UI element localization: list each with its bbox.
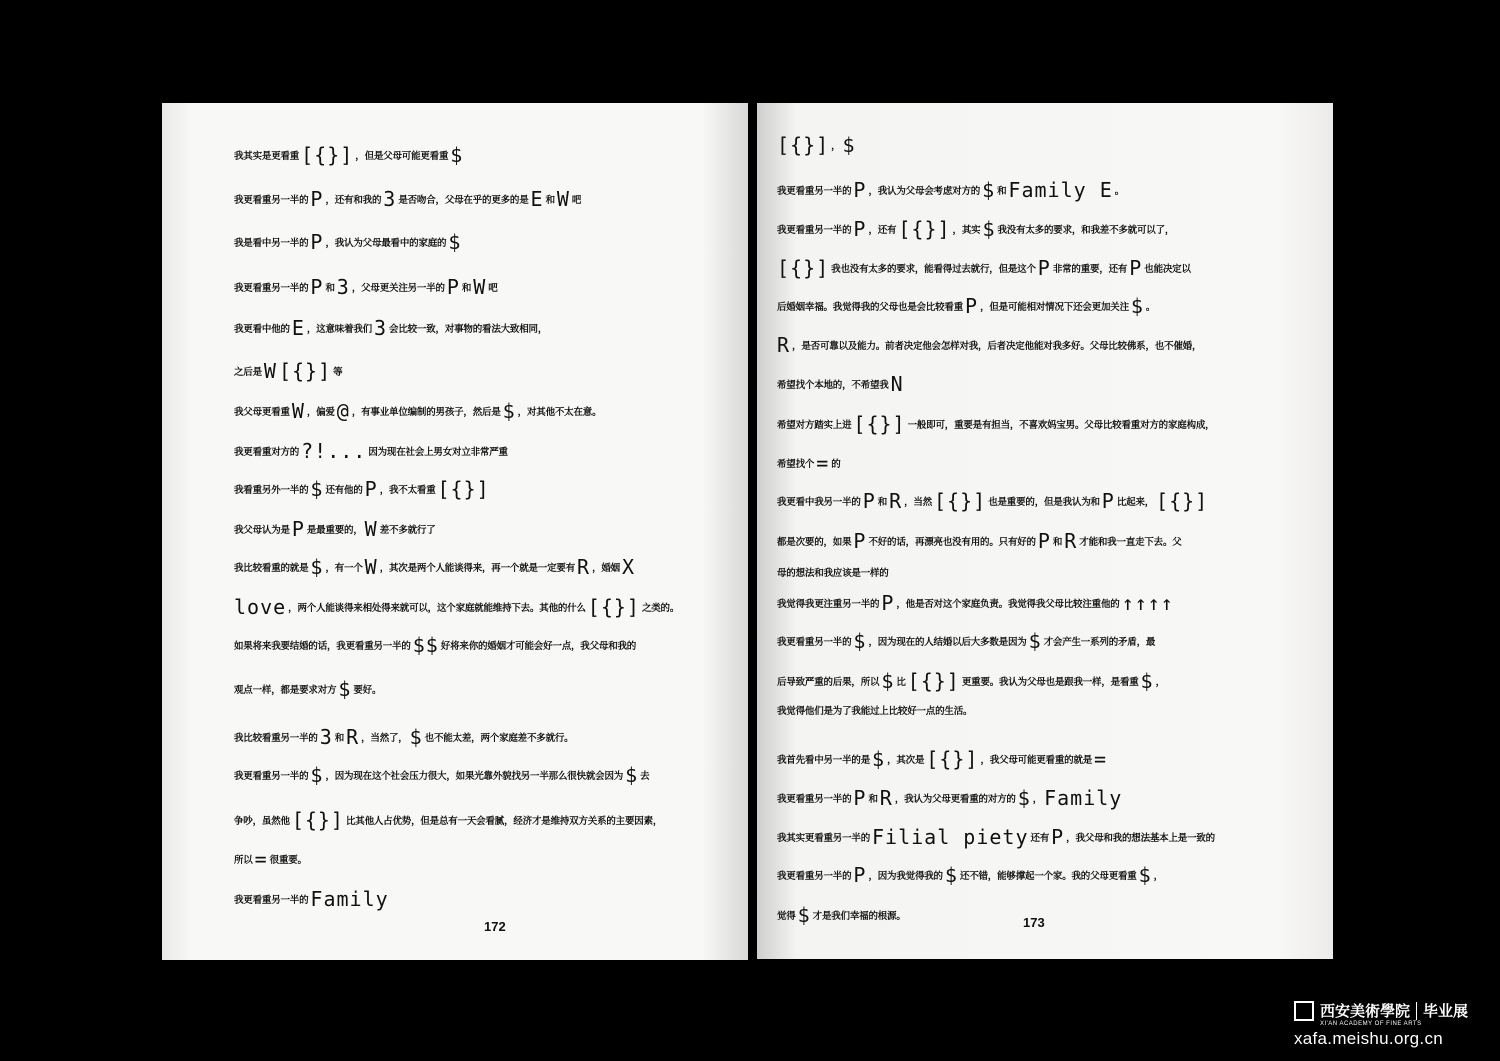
pixel-symbol: @ xyxy=(336,399,350,423)
pixel-symbol: [{}] xyxy=(777,256,830,280)
pixel-symbol: [{}] xyxy=(926,747,979,771)
school-logo xyxy=(1294,1000,1468,1049)
pixel-symbol: 3 xyxy=(336,275,350,299)
pixel-symbol: ↑↑↑↑ xyxy=(1121,591,1174,615)
left-book-page xyxy=(162,103,748,960)
text-segment: ， xyxy=(1153,871,1163,882)
left-text-line xyxy=(234,399,601,423)
pixel-symbol: 3 xyxy=(383,187,397,211)
text-segment: 我更看重另一半的 xyxy=(234,195,309,206)
left-text-line xyxy=(234,595,679,619)
right-text-line xyxy=(777,669,1165,693)
left-text-line xyxy=(234,230,461,254)
text-segment: 因为现在社会上男女对立非常严重 xyxy=(368,447,508,458)
right-text-line xyxy=(777,489,1208,513)
left-text-line xyxy=(234,677,381,701)
pixel-symbol: $ xyxy=(310,555,324,579)
pixel-symbol: $ xyxy=(1140,669,1154,693)
pixel-symbol: R xyxy=(346,725,360,749)
pixel-symbol: $ xyxy=(881,669,895,693)
pixel-symbol: = xyxy=(254,847,268,871)
text-segment: ，因为我觉得我的 xyxy=(868,871,943,882)
right-text-line xyxy=(777,786,1122,810)
pixel-symbol: Family xyxy=(310,887,389,911)
text-segment: 希望对方踏实上进 xyxy=(777,420,852,431)
text-segment: ，两个人能谈得来相处得来就可以，这个家庭就能维持下去。其他的什么 xyxy=(288,603,586,614)
pixel-symbol: W xyxy=(364,555,378,579)
right-text-line xyxy=(777,217,1174,241)
pixel-symbol: P xyxy=(1051,825,1065,849)
text-segment: 我其实更看重另一半的 xyxy=(777,833,871,844)
left-text-line xyxy=(234,633,636,657)
site-url: xafa.meishu.org.cn xyxy=(1293,1029,1443,1048)
text-segment: 之类的。 xyxy=(641,603,680,614)
text-segment: 才是我们幸福的根源。 xyxy=(812,911,906,922)
text-segment: 还有 xyxy=(1030,833,1050,844)
text-segment: 我比较看重另一半的 xyxy=(234,733,318,744)
text-segment: 差不多就行了 xyxy=(379,525,436,536)
pixel-symbol: $ xyxy=(625,763,639,787)
text-segment: 希望找个本地的，不希望我 xyxy=(777,380,889,391)
right-text-line xyxy=(777,903,906,927)
pixel-symbol: [{}] xyxy=(437,477,490,501)
text-segment: 我更看重另一半的 xyxy=(777,871,852,882)
pixel-symbol: $ xyxy=(502,399,516,423)
pixel-symbol: P xyxy=(310,187,324,211)
pixel-symbol: X xyxy=(621,555,636,579)
pixel-symbol: [{}] xyxy=(777,133,830,157)
pixel-symbol: P xyxy=(853,529,867,553)
pixel-symbol: P xyxy=(853,178,867,202)
pixel-symbol: $ xyxy=(1017,786,1031,810)
pixel-symbol: $ xyxy=(944,863,958,887)
pixel-symbol: W xyxy=(556,187,570,211)
text-segment: 我更看中我另一半的 xyxy=(777,497,861,508)
text-segment: ，是否可靠以及能力。前者决定他会怎样对我，后者决定他能对我多好。父母比较佛系，也不催婚， xyxy=(792,341,1202,352)
left-text-line xyxy=(234,275,498,299)
pixel-symbol: 3 xyxy=(319,725,333,749)
pixel-symbol: [{}] xyxy=(907,669,960,693)
text-segment: 所以 xyxy=(234,855,253,866)
text-segment: 非常的重要，还有 xyxy=(1052,264,1128,275)
pixel-symbol: $ xyxy=(853,629,867,653)
pixel-symbol: $ xyxy=(1028,629,1042,653)
pixel-symbol: [{}] xyxy=(853,412,906,436)
pixel-symbol: [{}] xyxy=(934,489,987,513)
text-segment: 我看重另外一半的 xyxy=(234,485,309,496)
text-segment: 很重要。 xyxy=(269,855,307,866)
text-segment: ，但是父母可能更看重 xyxy=(355,151,449,162)
text-segment: 吧 xyxy=(488,283,498,294)
pixel-symbol: R xyxy=(889,489,903,513)
right-text-line xyxy=(777,747,1107,771)
text-segment: 和 xyxy=(997,186,1007,197)
text-segment: ， xyxy=(1155,677,1165,688)
pixel-symbol: Filial piety xyxy=(872,825,1029,849)
pixel-symbol: W xyxy=(263,359,277,383)
text-segment: 后导致严重的后果，所以 xyxy=(777,677,880,688)
pixel-symbol: P xyxy=(1037,256,1051,280)
text-segment: 和 xyxy=(334,733,345,744)
text-segment: ，其次是 xyxy=(887,755,925,766)
text-segment: 和 xyxy=(461,283,472,294)
text-segment: 一般即可，重要是有担当，不喜欢妈宝男。父母比较看重对方的家庭构成， xyxy=(907,420,1215,431)
pixel-symbol: [{}] xyxy=(291,808,344,832)
pixel-symbol: $ xyxy=(1138,863,1152,887)
text-segment: ，因为现在的人结婚以后大多数是因为 xyxy=(868,637,1027,648)
text-segment: ，但是可能相对情况下还会更加关注 xyxy=(980,302,1129,313)
text-segment: 我更看中他的 xyxy=(234,324,290,335)
pixel-symbol: $ xyxy=(448,230,462,254)
text-segment: 去 xyxy=(640,771,650,782)
pixel-symbol: P xyxy=(446,275,460,299)
text-segment: ， xyxy=(1032,794,1043,805)
text-segment: 我其实是更看重 xyxy=(234,151,300,162)
text-segment: 我觉得我更注重另一半的 xyxy=(777,599,880,610)
pixel-symbol: P xyxy=(364,477,378,501)
text-segment: 我是看中另一半的 xyxy=(234,238,309,249)
pixel-symbol: P xyxy=(310,275,324,299)
pixel-symbol: $ xyxy=(872,747,886,771)
page-number-left: 172 xyxy=(484,919,506,934)
text-segment: 要好。 xyxy=(353,685,382,696)
pixel-symbol: [{}] xyxy=(898,217,951,241)
text-segment: ，对其他不太在意。 xyxy=(517,407,602,418)
left-text-line xyxy=(234,808,662,832)
text-segment: 我更看重对方的 xyxy=(234,447,300,458)
pixel-symbol: P xyxy=(853,217,867,241)
text-segment: ， xyxy=(831,141,841,152)
pixel-symbol: R xyxy=(577,555,591,579)
pixel-symbol: [{}] xyxy=(301,143,354,167)
pixel-symbol: P xyxy=(310,230,324,254)
text-segment: ，其实 xyxy=(952,225,981,236)
text-segment: 和 xyxy=(545,195,555,206)
right-text-line xyxy=(777,591,1174,615)
text-segment: 吧 xyxy=(571,195,582,206)
text-segment: 我父母认为是 xyxy=(234,525,290,536)
text-segment: ，还有 xyxy=(868,225,897,236)
right-text-line xyxy=(777,294,1155,318)
pixel-symbol: [{}] xyxy=(1156,489,1209,513)
text-segment: 观点一样，都是要求对方 xyxy=(234,685,337,696)
pixel-symbol: Family xyxy=(1044,786,1123,810)
left-text-line xyxy=(234,887,389,911)
text-segment: 是最重要的， xyxy=(306,525,363,536)
text-segment: 还有他的 xyxy=(325,485,363,496)
text-segment: 也不能太差，两个家庭差不多就行。 xyxy=(424,733,574,744)
left-text-line xyxy=(234,187,581,211)
text-segment: 。 xyxy=(1114,186,1125,197)
text-segment: ，偏爱 xyxy=(306,407,335,418)
left-text-line xyxy=(234,477,490,501)
text-segment: 我更看重另一半的 xyxy=(234,771,309,782)
right-text-line xyxy=(777,825,1215,849)
pixel-symbol: $$ xyxy=(412,633,439,657)
left-text-line xyxy=(234,725,573,749)
text-segment: ，婚姻 xyxy=(592,563,620,574)
school-name-en: XI'AN ACADEMY OF FINE ARTS xyxy=(1319,1021,1422,1027)
pixel-symbol: W xyxy=(364,517,378,541)
text-segment: 比起来， xyxy=(1116,497,1155,508)
right-text-line xyxy=(777,133,856,157)
text-segment: 还不错，能够撑起一个家。我的父母更看重 xyxy=(959,871,1137,882)
text-segment: 我也没有太多的要求，能看得过去就行，但是这个 xyxy=(831,264,1036,275)
text-segment: 觉得 xyxy=(777,911,796,922)
pixel-symbol: ?!... xyxy=(301,439,367,463)
text-segment: 。 xyxy=(1145,302,1156,313)
right-text-line xyxy=(777,256,1191,280)
pixel-symbol: R xyxy=(777,333,791,357)
text-segment: 才能和我一直走下去。父 xyxy=(1079,537,1182,548)
pixel-symbol: R xyxy=(1064,529,1078,553)
text-segment: 之后是 xyxy=(234,367,262,378)
left-text-line xyxy=(234,316,547,340)
right-text-line xyxy=(777,565,889,579)
text-segment: ，有事业单位编制的男孩子，然后是 xyxy=(351,407,501,418)
pixel-symbol: $ xyxy=(982,217,996,241)
text-segment: 后婚姻幸福。我觉得我的父母也是会比较看重 xyxy=(777,302,964,313)
text-segment: 我比较看重的就是 xyxy=(234,563,309,574)
text-segment: 也能决定以 xyxy=(1144,264,1191,275)
left-text-line xyxy=(234,439,508,463)
pixel-symbol: 3 xyxy=(373,316,388,340)
text-segment: 会比较一致，对事物的看法大致相同， xyxy=(389,324,548,335)
text-segment: 我父母更看重 xyxy=(234,407,290,418)
left-text-line xyxy=(234,359,342,383)
school-seal-icon xyxy=(1294,1001,1314,1021)
text-segment: ，其次是两个人能谈得来，再一个就是一定要有 xyxy=(379,563,576,574)
pixel-symbol: $ xyxy=(982,178,996,202)
pixel-symbol: E xyxy=(291,316,305,340)
text-segment: 才会产生一系列的矛盾，最 xyxy=(1043,637,1156,648)
text-segment: ，我不太看重 xyxy=(379,485,436,496)
text-segment: 等 xyxy=(333,367,343,378)
text-segment: 和 xyxy=(1052,537,1063,548)
text-segment: ，当然 xyxy=(904,497,933,508)
text-segment: 我首先看中另一半的是 xyxy=(777,755,871,766)
text-segment: ，我认为父母最看中的家庭的 xyxy=(325,238,447,249)
left-text-line xyxy=(234,517,436,541)
right-text-line xyxy=(777,529,1182,553)
right-text-line xyxy=(777,863,1163,887)
pixel-symbol: R xyxy=(879,786,893,810)
pixel-symbol: P xyxy=(862,489,876,513)
pixel-symbol: $ xyxy=(450,143,464,167)
text-segment: 争吵，虽然他 xyxy=(234,816,290,827)
text-segment: ，我认为父母更看重的对方的 xyxy=(894,794,1016,805)
left-text-line xyxy=(234,847,307,871)
text-segment: 我更看重另一半的 xyxy=(777,186,852,197)
right-text-line xyxy=(777,629,1155,653)
text-segment: ，他是否对这个家庭负责。我觉得我父母比较注重他的 xyxy=(896,599,1120,610)
text-segment: ，我父母可能更看重的就是 xyxy=(980,755,1093,766)
text-segment: 我更看重另一半的 xyxy=(777,225,852,236)
pixel-symbol: $ xyxy=(338,677,352,701)
pixel-symbol: P xyxy=(853,786,867,810)
right-text-line xyxy=(777,333,1201,357)
pixel-symbol: $ xyxy=(310,763,324,787)
text-segment: 和 xyxy=(868,794,878,805)
pixel-symbol: P xyxy=(881,591,895,615)
pixel-symbol: [{}] xyxy=(587,595,640,619)
text-segment: 也是重要的，但是我认为和 xyxy=(988,497,1100,508)
text-segment: 和 xyxy=(877,497,888,508)
right-text-line xyxy=(777,451,841,475)
pixel-symbol: P xyxy=(853,863,867,887)
pixel-symbol: Family E xyxy=(1008,178,1113,202)
pixel-symbol: $ xyxy=(310,477,324,501)
pixel-symbol: $ xyxy=(409,725,423,749)
text-segment: 好将来你的婚姻才可能会好一点，我父母和我的 xyxy=(440,641,637,652)
pixel-symbol: $ xyxy=(797,903,811,927)
pixel-symbol: P xyxy=(1037,529,1051,553)
pixel-symbol: P xyxy=(291,517,305,541)
text-segment: 比 xyxy=(896,677,906,688)
text-segment: 都是次要的，如果 xyxy=(777,537,852,548)
left-text-line xyxy=(234,143,463,167)
text-segment: ，父母更关注另一半的 xyxy=(351,283,445,294)
pixel-symbol: W xyxy=(473,275,487,299)
text-segment: 比其他人占优势，但是总有一天会看腻，经济才是维持双方关系的主要因素， xyxy=(345,816,663,827)
text-segment: 不好的话，再漂亮也没有用的。只有好的 xyxy=(868,537,1036,548)
pixel-symbol: $ xyxy=(842,133,856,157)
text-segment: 和 xyxy=(325,283,335,294)
text-segment: 我觉得他们是为了我能过上比较好一点的生活。 xyxy=(777,706,973,717)
page-number-right: 173 xyxy=(1023,915,1045,930)
text-segment: 的 xyxy=(831,459,841,470)
text-segment: ，我认为父母会考虑对方的 xyxy=(868,186,981,197)
text-segment: ，当然了， xyxy=(361,733,408,744)
pixel-symbol: E xyxy=(530,187,544,211)
pixel-symbol: $ xyxy=(1130,294,1144,318)
text-segment: 我更看重另一半的 xyxy=(234,283,309,294)
pixel-symbol: N xyxy=(890,372,904,396)
text-segment: 我更看重另一半的 xyxy=(777,637,852,648)
text-segment: 我没有太多的要求，和我差不多就可以了， xyxy=(997,225,1175,236)
text-segment: ，还有和我的 xyxy=(325,195,382,206)
pixel-symbol: = xyxy=(1094,747,1108,771)
pixel-symbol: P xyxy=(965,294,979,318)
text-segment: ，我父母和我的想法基本上是一致的 xyxy=(1066,833,1215,844)
right-text-line xyxy=(777,372,904,396)
right-text-line xyxy=(777,703,972,717)
right-text-line xyxy=(777,178,1124,202)
pixel-symbol: P xyxy=(1129,256,1143,280)
text-segment: 希望找个 xyxy=(777,459,815,470)
text-segment: 我更看重另一半的 xyxy=(234,895,309,906)
right-text-line xyxy=(777,412,1214,436)
left-text-line xyxy=(234,763,649,787)
pixel-symbol: = xyxy=(816,451,830,475)
text-segment: 母的想法和我应该是一样的 xyxy=(777,568,889,579)
pixel-symbol: W xyxy=(291,399,305,423)
school-name: 西安美術學院 xyxy=(1319,1003,1410,1020)
text-segment: ，因为现在这个社会压力很大，如果光靠外貌找另一半那么很快就会因为 xyxy=(325,771,624,782)
text-segment: 如果将来我要结婚的话，我更看重另一半的 xyxy=(234,641,411,652)
left-text-line xyxy=(234,555,635,579)
pixel-symbol: [{}] xyxy=(278,359,332,383)
pixel-symbol: love xyxy=(234,595,287,619)
pixel-symbol: P xyxy=(1101,489,1115,513)
text-segment: ，有一个 xyxy=(325,563,363,574)
right-book-page xyxy=(757,103,1333,959)
text-segment: 是否吻合，父母在乎的更多的是 xyxy=(398,195,529,206)
text-segment: 更重要。我认为父母也是跟我一样，是看重 xyxy=(961,677,1139,688)
text-segment: ，这意味着我们 xyxy=(306,324,372,335)
exhibition-label: 毕业展 xyxy=(1422,1003,1468,1020)
text-segment: 我更看重另一半的 xyxy=(777,794,852,805)
